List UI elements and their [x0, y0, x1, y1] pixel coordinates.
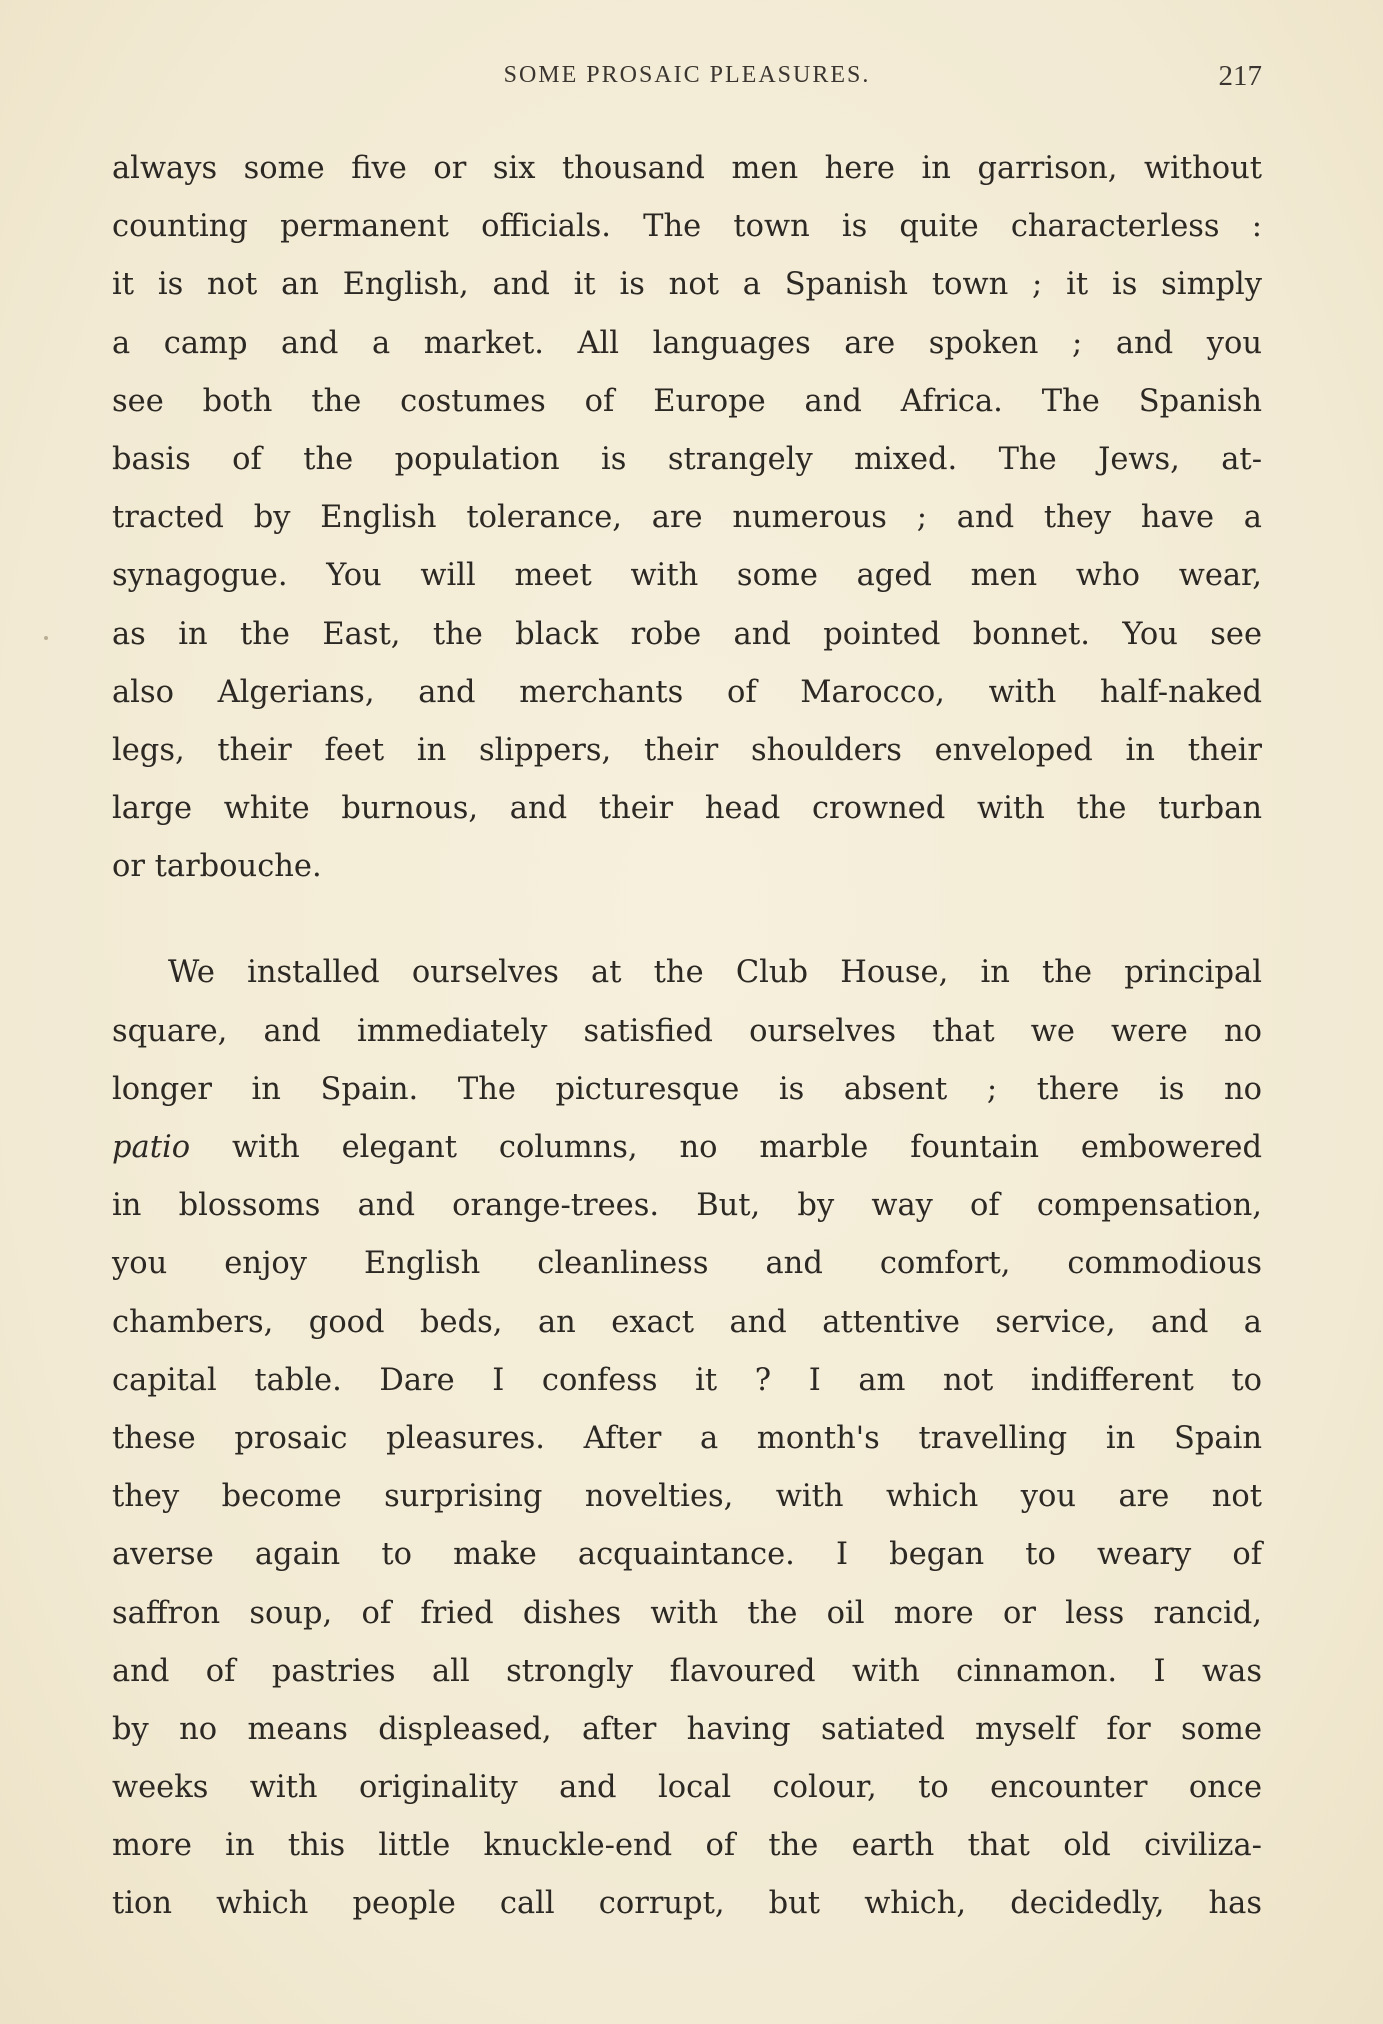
running-head: [112, 60, 1262, 100]
paragraph-2: [112, 944, 1262, 1933]
text-line-with-italic: [112, 1119, 1262, 1177]
text-line: We installed ourselves at the Club House, in the principal: [168, 955, 1262, 991]
text-line: also Algerians, and merchants of Marocco, with half-naked: [112, 674, 1262, 710]
text-line: they become surprising novelties, with which you are not: [112, 1479, 1262, 1515]
text-line: it is not an English, and it is not a Spanish town ; it is simply: [112, 267, 1262, 303]
text-line: a camp and a market. All languages are spoken ; and you: [112, 325, 1262, 361]
text-line: weeks with originality and local colour, to encounter once: [112, 1770, 1262, 1806]
text-line: see both the costumes of Europe and Africa. The Spanish: [112, 383, 1262, 419]
running-title: SOME PROSAIC PLEASURES.: [503, 62, 871, 88]
page-number: 217: [1218, 60, 1262, 92]
text-line: more in this little knuckle-end of the earth that old civiliza-: [112, 1828, 1262, 1864]
text-line: square, and immediately satisfied ourselves that we were no: [112, 1013, 1262, 1049]
text-line: you enjoy English cleanliness and comfort, commodious: [112, 1246, 1262, 1282]
text-line: averse again to make acquaintance. I began to weary of: [112, 1537, 1262, 1573]
text-line: tracted by English tolerance, are numerous ; and they have a: [112, 500, 1262, 536]
text-line: legs, their feet in slippers, their shoulders enveloped in their: [112, 732, 1262, 768]
text-line: these prosaic pleasures. After a month's travelling in Spain: [112, 1420, 1262, 1456]
paragraph-1: [112, 140, 1262, 896]
text-line: capital table. Dare I confess it ? I am not indifferent to: [112, 1362, 1262, 1398]
text-line: in blossoms and orange-trees. But, by way of compensation,: [112, 1188, 1262, 1224]
text-line: longer in Spain. The picturesque is absent ; there is no: [112, 1071, 1262, 1107]
text-line-rest: with elegant columns, no marble fountain embowered: [231, 1130, 1262, 1165]
text-line: always some five or six thousand men here in garrison, without: [112, 151, 1262, 186]
text-line: tion which people call corrupt, but which, decidedly, has: [112, 1886, 1262, 1922]
text-line: chambers, good beds, an exact and attentive service, and a: [112, 1304, 1262, 1340]
text-line: as in the East, the black robe and pointed bonnet. You see: [112, 616, 1262, 652]
body-text: [112, 140, 1262, 1934]
text-line: saffron soup, of fried dishes with the oil more or less rancid,: [112, 1595, 1262, 1631]
text-line: or tarbouche.: [112, 849, 322, 885]
paper-speck: [44, 636, 48, 640]
paragraph-gap: [112, 896, 1262, 944]
text-line: counting permanent officials. The town is quite characterless :: [112, 209, 1262, 245]
text-line: basis of the population is strangely mixed. The Jews, at-: [112, 441, 1262, 477]
text-line: synagogue. You will meet with some aged men who wear,: [112, 558, 1262, 594]
text-line: by no means displeased, after having satiated myself for some: [112, 1711, 1262, 1747]
text-line: large white burnous, and their head crowned with the turban: [112, 791, 1262, 827]
text-line: and of pastries all strongly flavoured with cinnamon. I was: [112, 1653, 1262, 1689]
italic-word: patio: [112, 1130, 191, 1165]
